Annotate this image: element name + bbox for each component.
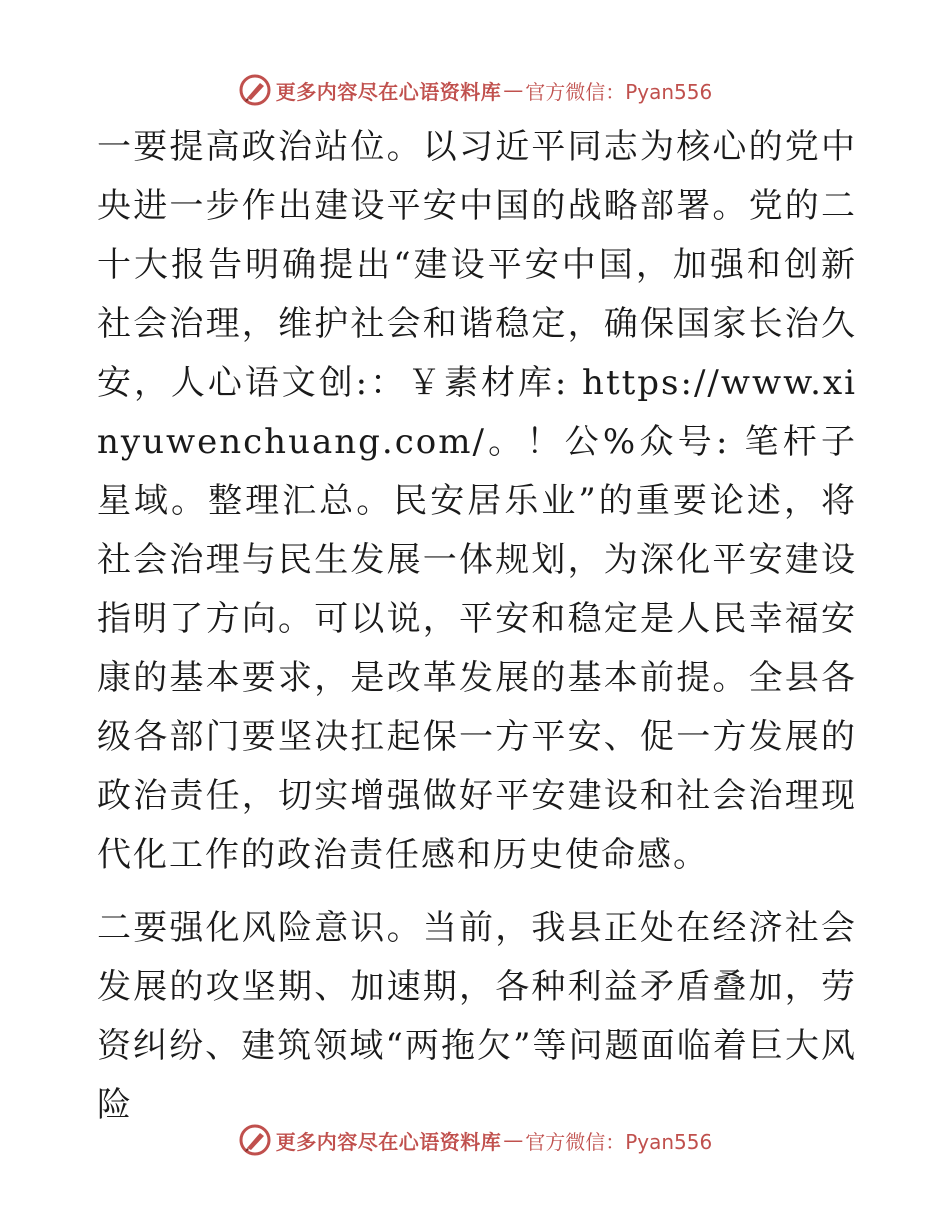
pen-logo-icon — [238, 73, 272, 107]
paragraph-1: 一要提高政治站位。以习近平同志为核心的党中央进一步作出建设平安中国的战略部署。党的二十大报告明确提出“建设平安中国，加强和创新社会治理，维护社会和谐稳定，确保国家长治久安，人心语文创:：￥素材库: https://www.xinyuwenchuang.com/。！公%众号: 笔杆子星域。整理汇总。民安居乐业”的重要论述，将社会治理与民生发展一体规划，为深化平安建设指明了方向。可以说，平安和稳定是人民幸福安康的基本要求，是改革发展的基本前提。全县各级各部门要坚决扛起保一方平安、促一方发展的政治责任，切实增强做好平安建设和社会治理现代化工作的政治责任感和历史使命感。 — [97, 127, 857, 875]
paragraph-2: 二要强化风险意识。当前，我县正处在经济社会发展的攻坚期、加速期，各种利益矛盾叠加，劳资纠纷、建筑领域“两拖欠”等问题面临着巨大风险 — [97, 908, 857, 1125]
header-contact-text: 官方微信：Pyan556 — [525, 79, 713, 104]
header-brand-text: 更多内容尽在心语资料库 — [275, 79, 502, 104]
footer-dash: — — [503, 1128, 524, 1152]
footer-brand-text: 更多内容尽在心语资料库 — [275, 1129, 502, 1154]
footer-contact-text: 官方微信：Pyan556 — [525, 1129, 713, 1154]
header-banner — [0, 70, 950, 110]
document-body — [97, 118, 857, 1135]
footer-banner — [0, 1120, 950, 1160]
header-dash: — — [503, 78, 524, 102]
pen-logo-icon — [238, 1123, 272, 1157]
